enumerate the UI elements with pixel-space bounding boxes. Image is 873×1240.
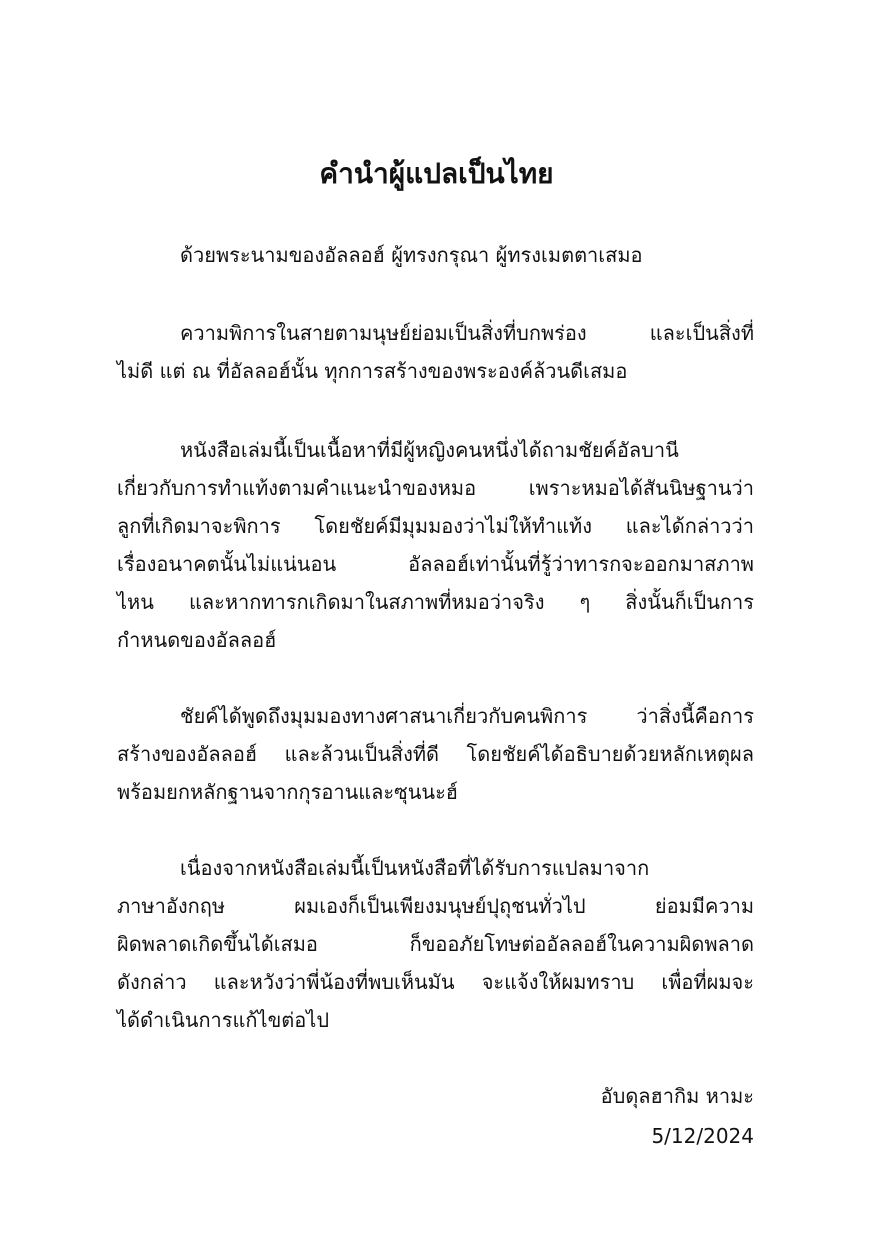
signature-name: อับดุลฮากิม หามะ [600,1084,754,1108]
paragraph-line: เนื่องจากหนังสือเล่มนี้เป็นหนังสือที่ได้รับการแปลมาจาก [180,856,650,880]
paragraph-line: เรื่องอนาคตนั้นไม่แน่นอน อัลลอฮ์เท่านั้นที่รู้ว่าทารกจะออกมาสภาพ [117,552,754,576]
paragraph-line: ความพิการในสายตามนุษย์ย่อมเป็นสิ่งที่บกพร่อง และเป็นสิ่งที่ [180,321,754,345]
paragraph-line: ดังกล่าว และหวังว่าพี่น้องที่พบเห็นมัน จะแจ้งให้ผมทราบ เพื่อที่ผมจะ [117,970,754,994]
paragraph-4 [117,697,754,811]
paragraph-5 [117,849,754,1039]
paragraph-line: ลูกที่เกิดมาจะพิการ โดยชัยค์มีมุมมองว่าไม่ให้ทำแท้ง และได้กล่าวว่า [117,514,754,538]
paragraph-line: ด้วยพระนามของอัลลอฮ์ ผู้ทรงกรุณา ผู้ทรงเมตตาเสมอ [180,243,643,267]
paragraph-line: เกี่ยวกับการทำแท้งตามคำแนะนำของหมอ เพราะหมอได้สันนิษฐานว่า [117,476,754,500]
paragraph-line: ไหน และหากทารกเกิดมาในสภาพที่หมอว่าจริง ๆ สิ่งนั้นก็เป็นการ [117,590,754,614]
paragraph-line: พร้อมยกหลักฐานจากกุรอานและซุนนะฮ์ [117,780,459,804]
paragraph-line: หนังสือเล่มนี้เป็นเนื้อหาที่มีผู้หญิงคนหนึ่งได้ถามชัยค์อัลบานี [180,438,679,462]
signature-date: 5/12/2024 [651,1124,754,1148]
paragraph-line: สร้างของอัลลอฮ์ และล้วนเป็นสิ่งที่ดี โดยชัยค์ได้อธิบายด้วยหลักเหตุผล [117,742,754,766]
paragraph-2 [117,314,754,390]
paragraph-line: ไม่ดี แต่ ณ ที่อัลลอฮ์นั้น ทุกการสร้างของพระองค์ล้วนดีเสมอ [117,359,628,383]
page-title: คำนำผู้แปลเป็นไทย [319,157,554,190]
paragraph-line: ภาษาอังกฤษ ผมเองก็เป็นเพียงมนุษย์ปุถุชนทั่วไป ย่อมมีความ [117,894,754,918]
paragraph-line: กำหนดของอัลลอฮ์ [117,628,277,652]
paragraph-1 [117,236,754,274]
paragraph-3 [117,431,754,659]
paragraph-line: ได้ดำเนินการแก้ไขต่อไป [117,1008,330,1032]
paragraph-line: ผิดพลาดเกิดขึ้นได้เสมอ ก็ขออภัยโทษต่ออัลลอฮ์ในความผิดพลาด [117,932,754,956]
paragraph-line: ชัยค์ได้พูดถึงมุมมองทางศาสนาเกี่ยวกับคนพิการ ว่าสิ่งนี้คือการ [180,704,754,728]
